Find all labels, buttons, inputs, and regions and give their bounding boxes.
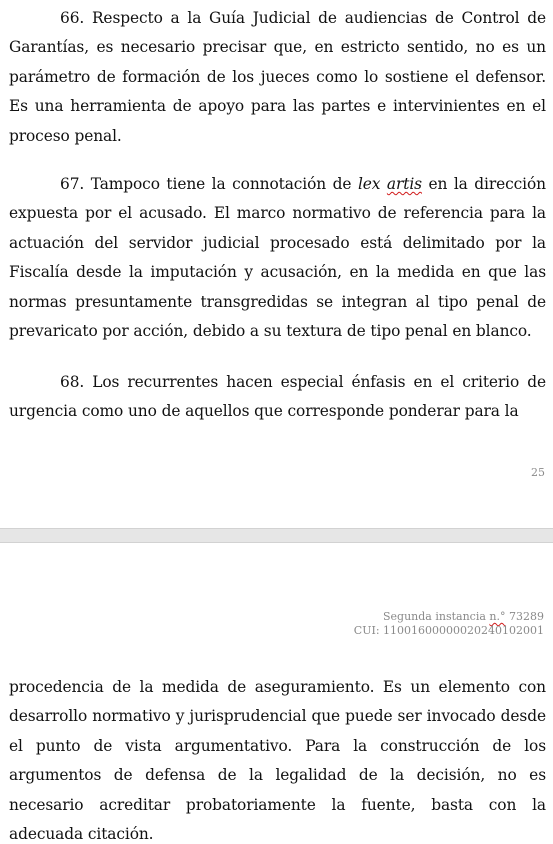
header-case-prefix: Segunda instancia [383, 610, 490, 623]
paragraph-68-start: 68. Los recurrentes hacen especial énfasis en el criterio de urgencia como uno de aquellos que corresponde ponderar para la [9, 373, 546, 421]
page-header [354, 610, 544, 638]
paragraph-67-text-end: en la dirección expuesta por el acusado. El marco normativo de referencia para la actuación del servidor judicial procesado está delimitado por la Fiscalía desde la imputación y acusación, en la medida en que las normas presuntamente transgredidas se integran al tipo penal de prevaricato por acción, debido a su textura de tipo penal en blanco. [9, 175, 546, 341]
header-cui-line: CUI: 11001600000020240102001 [353, 624, 544, 637]
paragraph-67-text-start: 67. Tampoco tiene la connotación de [60, 175, 358, 193]
page-break-gap [0, 528, 553, 543]
page-number: 25 [531, 466, 545, 479]
paragraph-67 [9, 170, 546, 346]
latin-word-artis-spellcheck: artis [386, 175, 422, 193]
paragraph-68-continued: procedencia de la medida de aseguramiento. Es un elemento con desarrollo normativo y jurisprudencial que puede ser invocado desde el punto de vista argumentativo. Para la construcción de los argumentos de defensa de la legalidad de la decisión, no es necesario acreditar probatoriamente la fuente, basta con la adecuada citación. [9, 678, 546, 844]
paragraph-66: 66. Respecto a la Guía Judicial de audiencias de Control de Garantías, es necesario precisar que, en estricto sentido, no es un parámetro de formación de los jueces como lo sostiene el defensor. Es una herramienta de apoyo para las partes e intervinientes en el proceso penal. [9, 9, 546, 145]
header-case-number: 73289 [505, 610, 544, 623]
lex-artis-term [358, 175, 422, 193]
header-case-marker-spellcheck: n.° [489, 610, 506, 623]
header-case-line [354, 610, 544, 624]
document-page-bottom [0, 543, 553, 844]
latin-word-lex: lex [357, 175, 381, 193]
